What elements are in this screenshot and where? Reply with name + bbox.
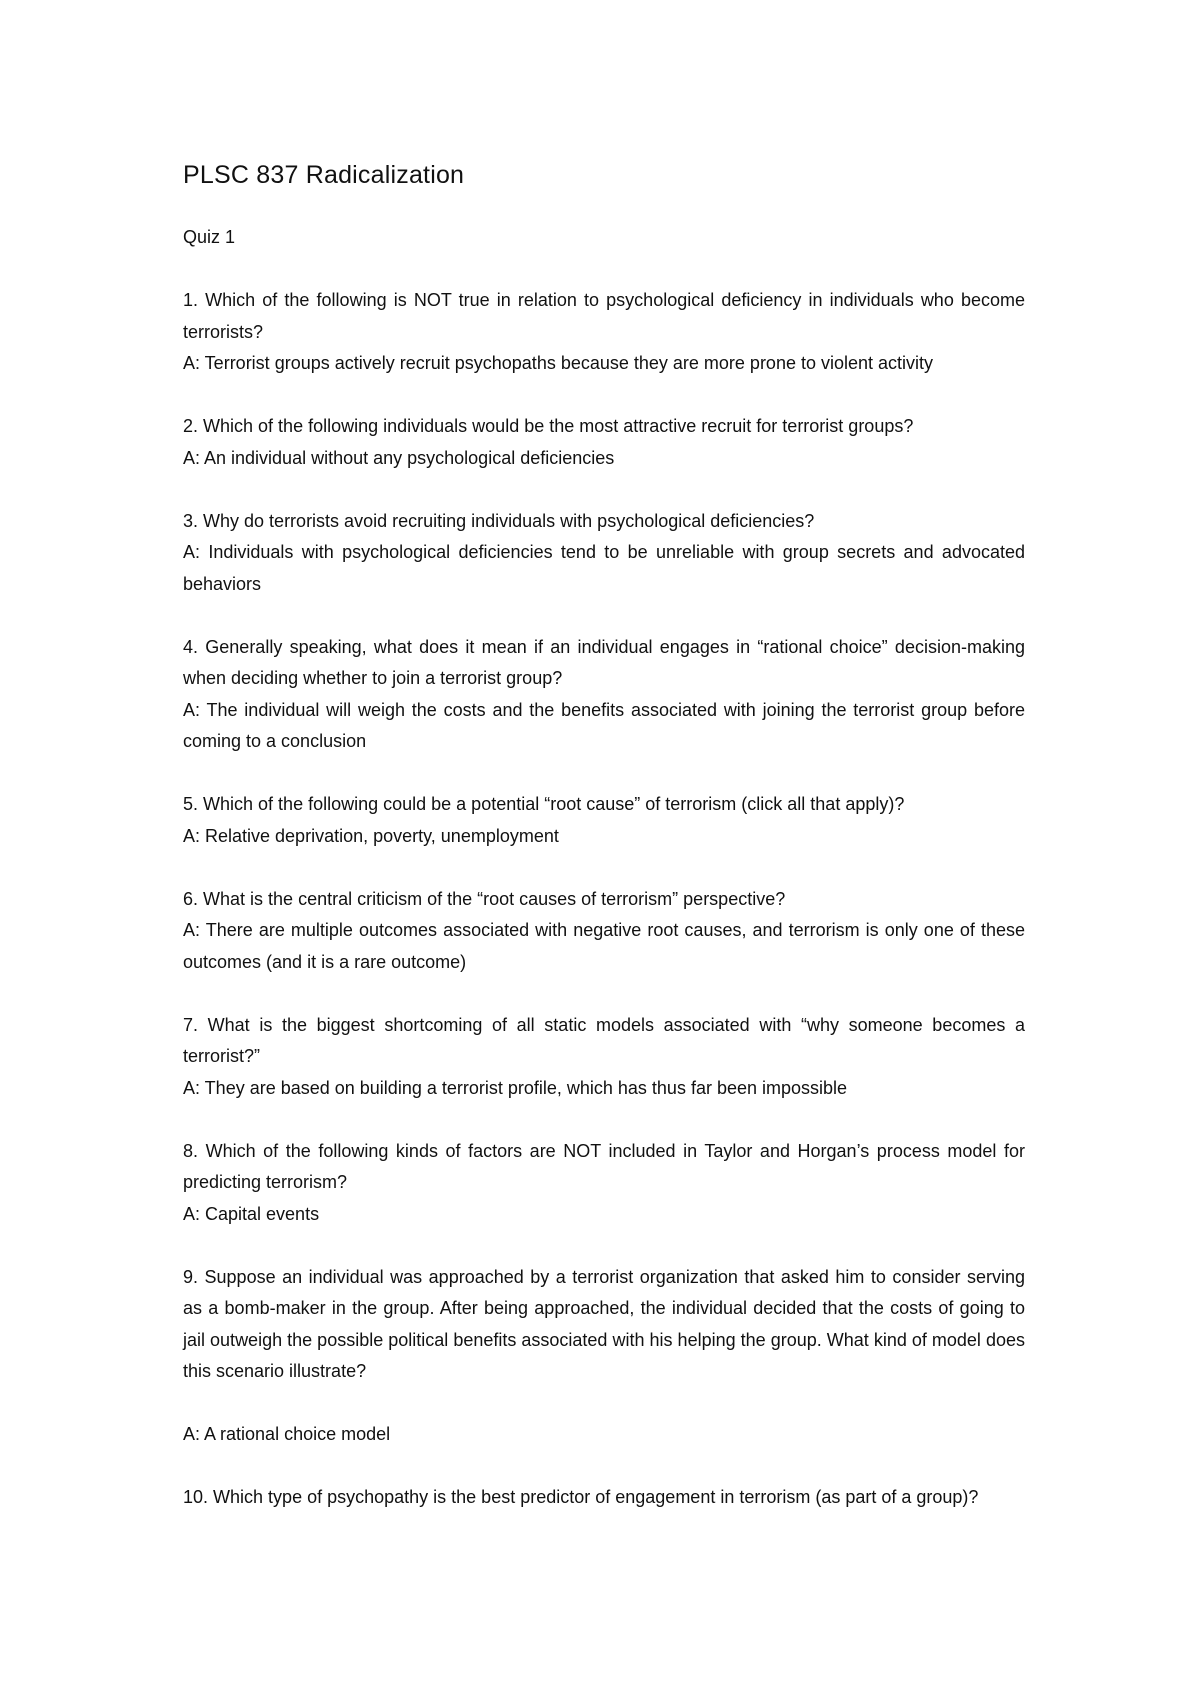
question-number: 4. [183, 636, 199, 657]
document-body [183, 158, 1025, 1545]
question-item-2 [183, 411, 1025, 474]
question-item-3 [183, 506, 1025, 601]
question-number: 2. [183, 416, 199, 436]
question-body: What is the central criticism of the “root causes of terrorism” perspective? [203, 888, 786, 909]
page-title: PLSC 837 Radicalization [183, 161, 465, 189]
question-item-5 [183, 789, 1025, 852]
question-item-6 [183, 884, 1025, 979]
question-number: 3. [183, 510, 199, 531]
answer-text: A: A rational choice model [183, 1424, 391, 1444]
question-body: Which of the following kinds of factors are NOT included in Taylor and Horgan’s process model for predicting terrorism? [183, 1140, 1025, 1192]
question-body: Which of the following could be a potential “root cause” of terrorism (click all that apply)? [203, 794, 905, 814]
question-number: 7. [183, 1014, 199, 1035]
question-number: 10. [183, 1487, 209, 1507]
question-body: Which of the following individuals would be the most attractive recruit for terrorist groups? [203, 416, 914, 436]
question-text [183, 789, 1025, 821]
question-number: 6. [183, 888, 199, 909]
question-number: 1. [183, 290, 199, 310]
question-body: Why do terrorists avoid recruiting individuals with psychological deficiencies? [203, 510, 815, 531]
question-item-8 [183, 1136, 1025, 1231]
question-number: 5. [183, 794, 199, 814]
question-item-7 [183, 1010, 1025, 1105]
question-text [183, 1136, 1025, 1199]
question-number: 8. [183, 1140, 199, 1161]
question-body: Generally speaking, what does it mean if an individual engages in “rational choice” decision-making when deciding whether to join a terrorist group? [183, 636, 1025, 688]
question-item-9 [183, 1262, 1025, 1451]
quiz-label: Quiz 1 [183, 227, 236, 247]
question-item-1 [183, 285, 1025, 380]
answer-text: A: Capital events [183, 1203, 320, 1224]
answer-text: A: Terrorist groups actively recruit psychopaths because they are more prone to violent activity [183, 353, 934, 373]
question-item-10 [183, 1482, 1025, 1514]
answer-text: A: There are multiple outcomes associated with negative root causes, and terrorism is only one of these outcomes (and it is a rare outcome) [183, 920, 1025, 972]
question-text [183, 1010, 1025, 1073]
question-item-4 [183, 632, 1025, 758]
answer-text: A: They are based on building a terrorist profile, which has thus far been impossible [183, 1077, 848, 1098]
question-text [183, 285, 1025, 348]
answer-text: A: The individual will weigh the costs and the benefits associated with joining the terrorist group before coming to a conclusion [183, 699, 1025, 751]
question-text [183, 411, 1025, 443]
question-text [183, 506, 1025, 538]
question-text [183, 1482, 1025, 1514]
question-text [183, 1262, 1025, 1388]
question-text [183, 884, 1025, 916]
answer-text: A: An individual without any psychological deficiencies [183, 447, 615, 468]
answer-text: A: Individuals with psychological deficiencies tend to be unreliable with group secrets and advocated behaviors [183, 542, 1025, 594]
question-text [183, 632, 1025, 695]
question-body: Which of the following is NOT true in relation to psychological deficiency in individuals who become terrorists? [183, 290, 1025, 342]
question-number: 9. [183, 1266, 199, 1287]
question-body: Which type of psychopathy is the best predictor of engagement in terrorism (as part of a group)? [213, 1487, 979, 1507]
answer-text: A: Relative deprivation, poverty, unemployment [183, 825, 559, 846]
question-body: What is the biggest shortcoming of all static models associated with “why someone becomes a terrorist?” [183, 1014, 1025, 1066]
question-body: Suppose an individual was approached by a terrorist organization that asked him to consider serving as a bomb-maker in the group. After being approached, the individual decided that the costs of going to jail outweigh the possible political benefits associated with his helping the group. What kind of model does this scenario illustrate? [183, 1266, 1025, 1381]
